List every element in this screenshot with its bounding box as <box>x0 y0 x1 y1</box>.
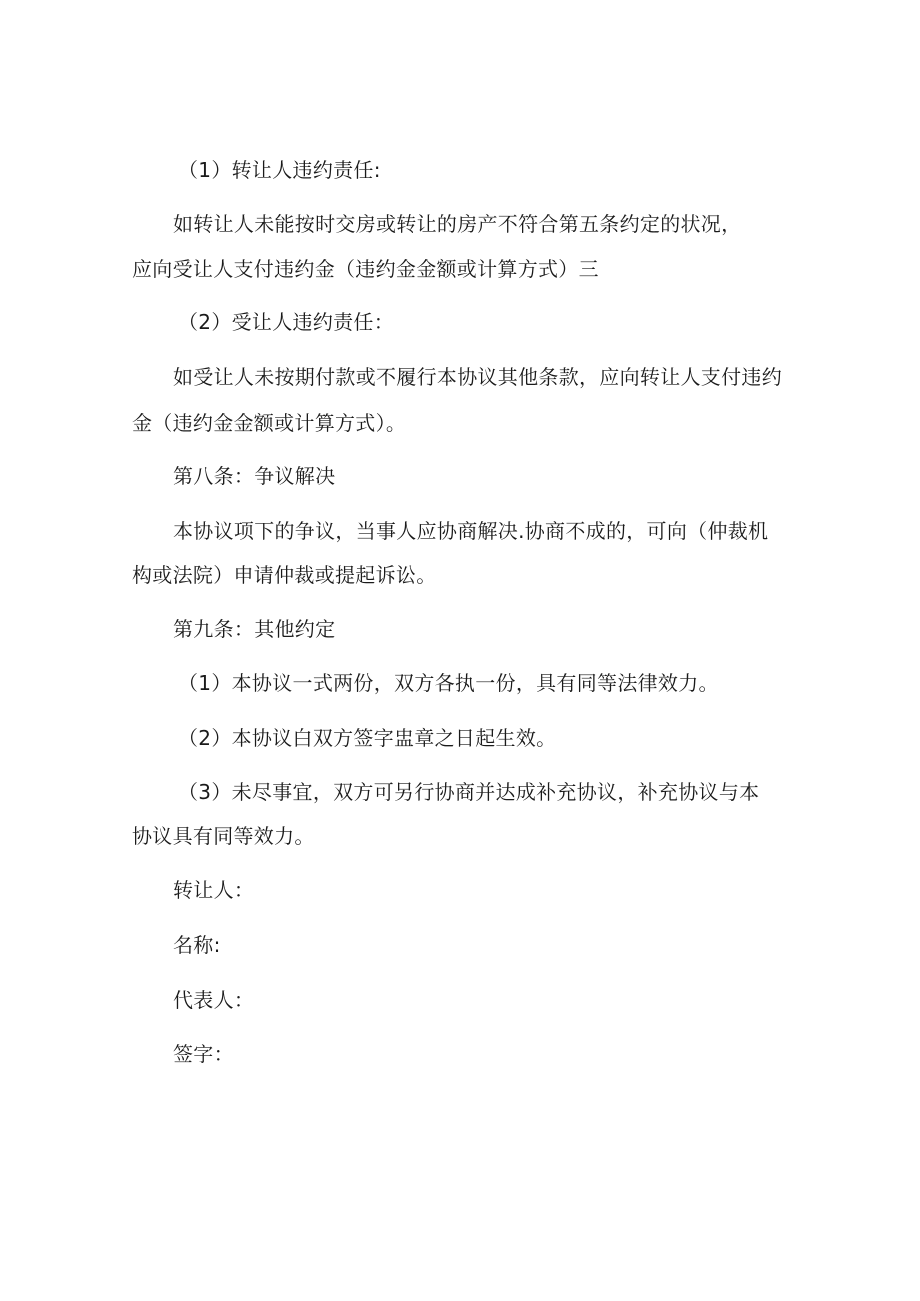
signature-label: 签字： <box>173 1042 234 1066</box>
name-label: 名称: <box>173 933 221 957</box>
clause-7-2-body-line-2: 金（违约金金额或计算方式）。 <box>132 411 407 435</box>
article-8-heading: 第八条：争议解决 <box>173 464 336 488</box>
article-9-item-3-line-2: 协议具有同等效力。 <box>132 824 315 848</box>
article-8-body-line-1: 本协议项下的争议，当事人应协商解决.协商不成的，可向（仲裁机 <box>173 519 769 543</box>
clause-7-1-body-line-1: 如转让人未能按时交房或转让的房产不符合第五条约定的状况， <box>173 212 742 236</box>
clause-7-2-heading: （2）受让人违约责任： <box>178 310 395 334</box>
article-9-item-1: （1）本协议一式两份，双方各执一份，具有同等法律效力。 <box>178 671 719 695</box>
clause-7-1-heading: （1）转让人违约责任: <box>178 158 381 182</box>
article-9-item-3-line-1: （3）未尽事宜，双方可另行协商并达成补充协议，补充协议与本 <box>178 780 760 804</box>
article-9-heading: 第九条：其他约定 <box>173 617 336 641</box>
representative-label: 代表人： <box>173 988 255 1012</box>
article-9-item-2: （2）本协议白双方签字盅章之日起生效。 <box>178 726 557 750</box>
transferor-label: 转让人： <box>173 878 255 902</box>
article-8-body-line-2: 构或法院）申请仲裁或提起诉讼。 <box>132 563 437 587</box>
clause-7-2-body-line-1: 如受让人未按期付款或不履行本协议其他条款，应向转让人支付违约 <box>173 365 782 389</box>
clause-7-1-body-line-2: 应向受让人支付违约金（违约金金额或计算方式）三 <box>132 257 599 281</box>
